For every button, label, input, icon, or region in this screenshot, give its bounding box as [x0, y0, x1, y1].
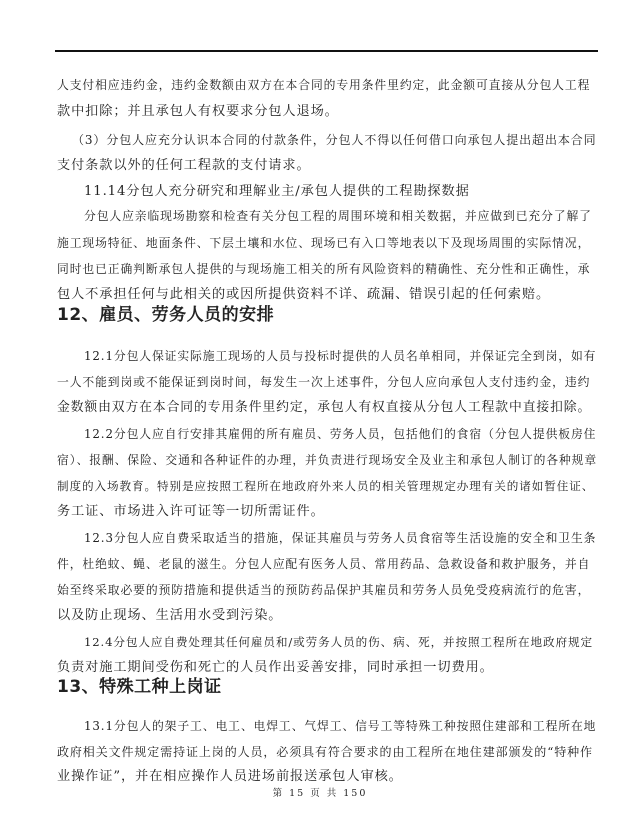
- text-line: 业操作证”，并在相应操作人员进场前报送承包人审核。: [57, 769, 403, 784]
- text-line: 包人不承担任何与此相关的或因所提供资料不详、疏漏、错误引起的任何索赔。: [57, 287, 551, 302]
- text-line: 以及防止现场、生活用水受到污染。: [57, 608, 283, 623]
- text-line: 务工证、市场进入许可证等一切所需证件。: [57, 504, 325, 519]
- text-line: 支付条款以外的任何工程款的支付请求。: [57, 158, 311, 173]
- text-line: 件，杜绝蚊、蝇、老鼠的滋生。分包人应配有医务人员、常用药品、急救设备和救护服务，并自: [57, 557, 591, 571]
- text-line: 宿）、报酬、保险、交通和各种证件的办理，并负责进行现场安全及业主和承包人制订的各种规章: [57, 453, 598, 467]
- text-line: 金数额由双方在本合同的专用条件里约定，承包人有权直接从分包人工程款中直接扣除。: [57, 400, 592, 415]
- page-number: 第 15 页 共 150: [272, 788, 368, 799]
- text-line: 政府相关文件规定需持证上岗的人员，必须具有符合要求的由工程所在地住建部颁发的“特种作: [57, 745, 593, 759]
- text-line: 同时也已正确判断承包人提供的与现场施工相关的所有风险资料的精确性、充分性和正确性，承: [57, 262, 591, 276]
- text-line: 12.4分包人应自费处理其任何雇员和/或劳务人员的伤、病、死，并按照工程所在地政府规定: [84, 635, 593, 649]
- text-line: 人支付相应违约金，违约金数额由双方在本合同的专用条件里约定，此金额可直接从分包人工程: [57, 78, 591, 92]
- text-line: 始至终采取必要的预防措施和提供适当的预防药品保护其雇员和劳务人员免受疫病流行的危害，: [57, 583, 591, 597]
- text-line: （3）分包人应充分认识本合同的付款条件，分包人不得以任何借口向承包人提出超出本合同: [72, 133, 597, 147]
- text-line: 款中扣除；并且承包人有权要求分包人退场。: [57, 104, 339, 119]
- text-line: 12.2分包人应自行安排其雇佣的所有雇员、劳务人员，包括他们的食宿（分包人提供板房住: [84, 427, 597, 441]
- text-line: 12.3分包人应自费采取适当的措施，保证其雇员与劳务人员食宿等生活设施的安全和卫生条: [84, 531, 597, 545]
- section-heading-12: 12、雇员、劳务人员的安排: [57, 305, 275, 325]
- text-line: 分包人应亲临现场勘察和检查有关分包工程的周围环境和相关数据，并应做到已充分了解了: [84, 209, 592, 223]
- text-line: 13.1分包人的架子工、电工、电焊工、气焊工、信号工等特殊工种按照住建部和工程所在地: [84, 719, 597, 733]
- subsection-title: 11.14分包人充分研究和理解业主/承包人提供的工程勘探数据: [84, 184, 470, 199]
- text-line: 一人不能到岗或不能保证到岗时间，每发生一次上述事件，分包人应向承包人支付违约金，违约: [57, 375, 591, 389]
- text-line: 12.1分包人保证实际施工现场的人员与投标时提供的人员名单相同，并保证完全到岗，如有: [84, 349, 597, 363]
- section-heading-13: 13、特殊工种上岗证: [57, 677, 222, 697]
- header-rule: [55, 50, 598, 52]
- text-line: 负责对施工期间受伤和死亡的人员作出妥善安排，同时承担一切费用。: [57, 660, 494, 675]
- text-line: 施工现场特征、地面条件、下层土壤和水位、现场已有入口等地表以下及现场周围的实际情况，: [57, 236, 591, 250]
- text-line: 制度的入场教育。特别是应按照工程所在地政府外来人员的相关管理规定办理有关的诸如暂住证、: [57, 479, 595, 493]
